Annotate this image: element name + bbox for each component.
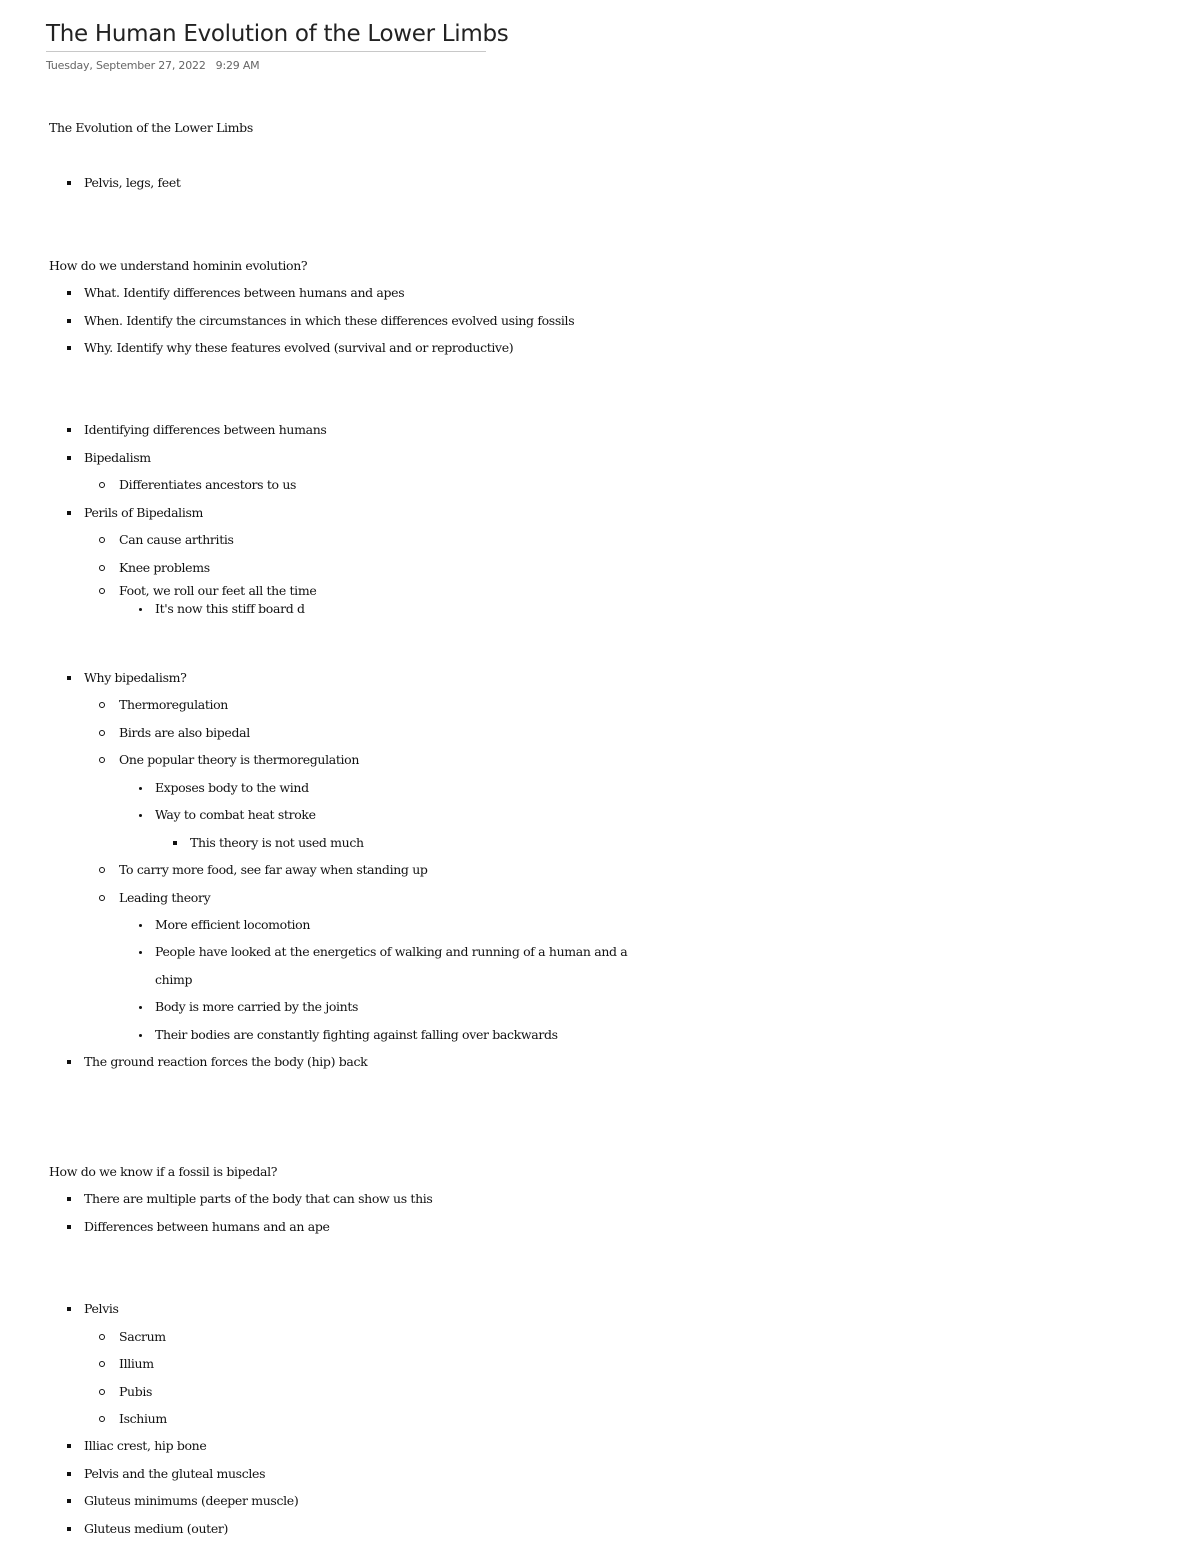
list-item-text: It's now this stiff board d (155, 601, 305, 616)
section-heading[interactable] (49, 120, 253, 136)
list-item[interactable] (119, 862, 428, 878)
list-item-text: What. Identify differences between humans and apes (84, 285, 405, 300)
list-item[interactable] (84, 1438, 206, 1454)
list-item[interactable] (155, 944, 627, 960)
square-bullet-icon (67, 1444, 71, 1448)
page-title-container (46, 18, 509, 52)
circle-bullet-icon (99, 730, 105, 736)
list-item[interactable] (84, 1521, 228, 1537)
list-item[interactable] (84, 1301, 119, 1317)
list-item-text: Why. Identify why these features evolved (survival and or reproductive) (84, 340, 514, 355)
list-item-text: More efficient locomotion (155, 917, 311, 932)
list-item[interactable] (119, 583, 316, 599)
list-item-text: Sacrum (119, 1329, 166, 1344)
square-bullet-icon (67, 1060, 71, 1064)
list-item[interactable] (190, 835, 364, 851)
list-item[interactable] (119, 725, 250, 741)
circle-bullet-icon (99, 1416, 105, 1422)
list-item-text: When. Identify the circumstances in which these differences evolved using fossils (84, 313, 575, 328)
list-item-text: Ischium (119, 1411, 167, 1426)
square-bullet-icon (67, 1527, 71, 1531)
list-item-text: Pelvis (84, 1301, 119, 1316)
square-bullet-icon (67, 456, 71, 460)
heading-text: How do we know if a fossil is bipedal? (49, 1164, 278, 1179)
square-bullet-icon (67, 181, 71, 185)
list-item-text: Pelvis, legs, feet (84, 175, 181, 190)
list-item-text: Body is more carried by the joints (155, 999, 359, 1014)
list-item[interactable] (84, 1219, 330, 1235)
list-item[interactable] (84, 313, 574, 329)
list-item[interactable] (119, 1384, 152, 1400)
list-item-text: Way to combat heat stroke (155, 807, 316, 822)
square-bullet-icon (67, 676, 71, 680)
list-item[interactable] (155, 917, 310, 933)
list-item[interactable] (84, 1054, 367, 1070)
square-bullet-icon (67, 511, 71, 515)
list-item-text: Exposes body to the wind (155, 780, 309, 795)
square-bullet-icon (67, 1197, 71, 1201)
heading-text: The Evolution of the Lower Limbs (49, 120, 253, 135)
circle-bullet-icon (99, 757, 105, 763)
list-item[interactable] (84, 505, 203, 521)
list-item-text: Pubis (119, 1384, 153, 1399)
square-bullet-icon (67, 1225, 71, 1229)
list-item-text: Leading theory (119, 890, 211, 905)
list-item[interactable] (155, 999, 358, 1015)
circle-bullet-icon (99, 1361, 105, 1367)
list-item-text: Foot, we roll our feet all the time (119, 583, 317, 598)
dot-bullet-icon (139, 924, 142, 927)
list-item-text: Bipedalism (84, 450, 151, 465)
list-item-text: Illium (119, 1356, 154, 1371)
list-item-text: Gluteus medium (outer) (84, 1521, 229, 1536)
circle-bullet-icon (99, 537, 105, 543)
square-bullet-icon (67, 291, 71, 295)
square-bullet-icon (173, 841, 177, 845)
list-item-text: Differentiates ancestors to us (119, 477, 297, 492)
list-item[interactable] (119, 532, 234, 548)
list-item-text: Differences between humans and an ape (84, 1219, 330, 1234)
list-item[interactable] (119, 752, 359, 768)
list-item-text: This theory is not used much (190, 835, 364, 850)
list-item-continuation[interactable] (155, 972, 192, 988)
list-item[interactable] (84, 1493, 298, 1509)
list-item[interactable] (84, 340, 513, 356)
note-timestamp (46, 59, 259, 72)
circle-bullet-icon (99, 482, 105, 488)
circle-bullet-icon (99, 1389, 105, 1395)
list-item[interactable] (119, 1411, 167, 1427)
circle-bullet-icon (99, 895, 105, 901)
list-item[interactable] (119, 890, 210, 906)
section-heading[interactable] (49, 1164, 277, 1180)
dot-bullet-icon (139, 1034, 142, 1037)
list-item-text: Can cause arthritis (119, 532, 234, 547)
note-time: 9:29 AM (215, 59, 260, 72)
list-item-text: Their bodies are constantly fighting against falling over backwards (155, 1027, 558, 1042)
dot-bullet-icon (139, 951, 142, 954)
circle-bullet-icon (99, 565, 105, 571)
list-item-text: Knee problems (119, 560, 210, 575)
list-item-text: Pelvis and the gluteal muscles (84, 1466, 266, 1481)
list-item[interactable] (84, 450, 151, 466)
square-bullet-icon (67, 346, 71, 350)
circle-bullet-icon (99, 1334, 105, 1340)
dot-bullet-icon (139, 608, 142, 611)
list-item-text: People have looked at the energetics of walking and running of a human and a (155, 944, 628, 959)
list-item-text: To carry more food, see far away when standing up (119, 862, 428, 877)
list-item-text: Identifying differences between humans (84, 422, 327, 437)
list-item[interactable] (84, 1191, 433, 1207)
list-item[interactable] (155, 601, 305, 617)
list-item-text: Birds are also bipedal (119, 725, 250, 740)
note-date: Tuesday, September 27, 2022 (46, 59, 206, 72)
list-item-text: Thermoregulation (119, 697, 229, 712)
list-item[interactable] (155, 807, 316, 823)
list-item[interactable] (119, 1356, 154, 1372)
list-item-text: Why bipedalism? (84, 670, 187, 685)
list-item[interactable] (155, 780, 309, 796)
list-item[interactable] (84, 175, 181, 191)
list-item[interactable] (84, 285, 404, 301)
list-item[interactable] (119, 697, 228, 713)
page-title[interactable]: The Human Evolution of the Lower Limbs (46, 21, 509, 47)
list-item[interactable] (119, 560, 210, 576)
circle-bullet-icon (99, 702, 105, 708)
square-bullet-icon (67, 1307, 71, 1311)
dot-bullet-icon (139, 1006, 142, 1009)
list-item[interactable] (84, 670, 187, 686)
list-item-text: Illiac crest, hip bone (84, 1438, 207, 1453)
list-item-text: There are multiple parts of the body that can show us this (84, 1191, 433, 1206)
section-heading[interactable] (49, 258, 307, 274)
dot-bullet-icon (139, 814, 142, 817)
dot-bullet-icon (139, 787, 142, 790)
list-item[interactable] (84, 1466, 265, 1482)
list-item[interactable] (119, 477, 296, 493)
list-item-text: Gluteus minimums (deeper muscle) (84, 1493, 299, 1508)
square-bullet-icon (67, 1472, 71, 1476)
list-item[interactable] (155, 1027, 558, 1043)
list-item-text: Perils of Bipedalism (84, 505, 204, 520)
list-item-text: The ground reaction forces the body (hip) back (84, 1054, 368, 1069)
square-bullet-icon (67, 319, 71, 323)
list-item[interactable] (119, 1329, 166, 1345)
square-bullet-icon (67, 428, 71, 432)
list-item-text: One popular theory is thermoregulation (119, 752, 360, 767)
square-bullet-icon (67, 1499, 71, 1503)
circle-bullet-icon (99, 588, 105, 594)
list-item-text: chimp (155, 972, 193, 987)
circle-bullet-icon (99, 867, 105, 873)
heading-text: How do we understand hominin evolution? (49, 258, 308, 273)
list-item[interactable] (84, 422, 327, 438)
